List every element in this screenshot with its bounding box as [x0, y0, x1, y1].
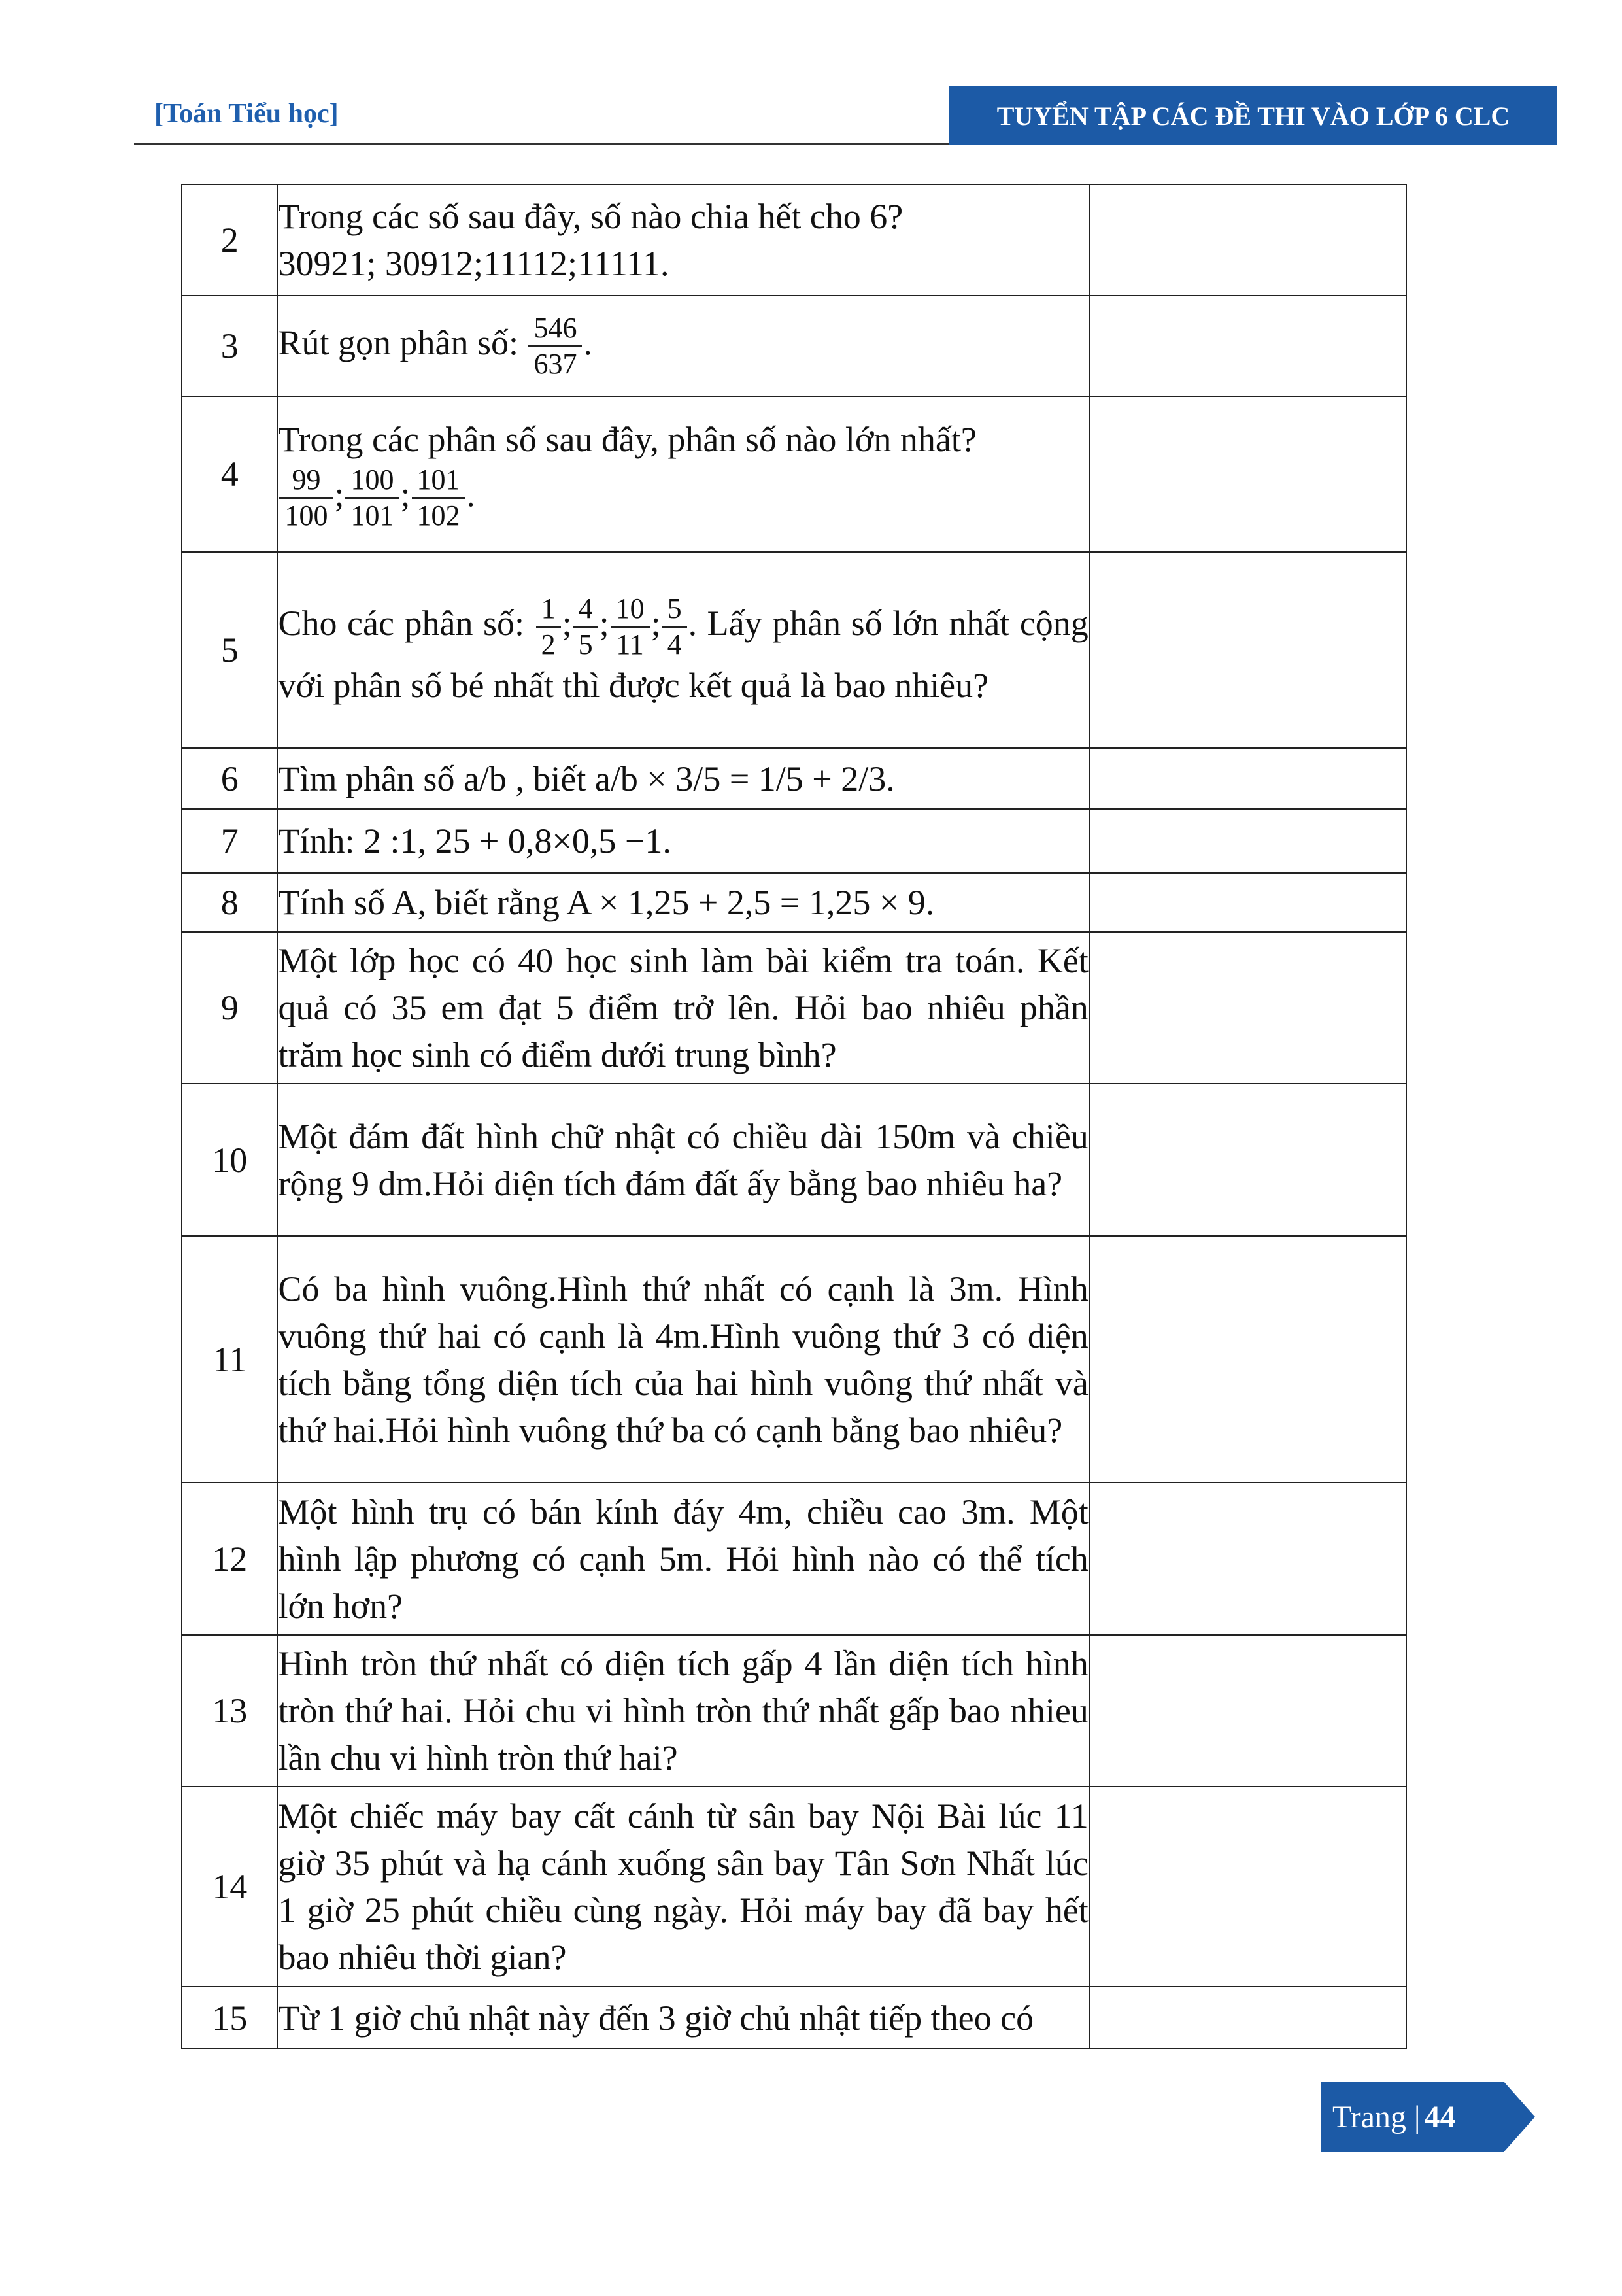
answer-cell[interactable] [1089, 932, 1406, 1084]
fraction-denominator: 4 [667, 628, 682, 660]
question-text [277, 552, 1089, 748]
answer-cell[interactable] [1089, 296, 1406, 396]
page-label: Trang | [1332, 2099, 1421, 2134]
fraction-numerator: 99 [279, 463, 333, 499]
answer-cell[interactable] [1089, 184, 1406, 296]
table-row [182, 1987, 1406, 2049]
fraction-separator: ; [562, 603, 572, 643]
fraction-denominator: 5 [578, 628, 593, 660]
fraction [528, 311, 582, 381]
table-row [182, 873, 1406, 932]
question-text [277, 1236, 1089, 1482]
fraction [345, 463, 399, 533]
answer-cell[interactable] [1089, 809, 1406, 873]
question-text [277, 1482, 1089, 1635]
question-line: Trong các phân số sau đây, phân số nào lớn nhất? [278, 419, 977, 459]
table-row [182, 932, 1406, 1084]
question-text [277, 873, 1089, 932]
table-row [182, 1635, 1406, 1787]
question-suffix: . [466, 474, 475, 514]
fraction [573, 592, 598, 662]
answer-cell[interactable] [1089, 873, 1406, 932]
question-line: Tính số A, biết rằng A × 1,25 + 2,5 = 1,25 × 9. [278, 883, 935, 922]
fraction [662, 592, 687, 662]
fraction-line [278, 592, 1088, 709]
question-number: 11 [182, 1236, 277, 1482]
page-badge-arrow [1504, 2082, 1535, 2152]
table-row [182, 748, 1406, 809]
table-row [182, 1787, 1406, 1987]
question-text [277, 809, 1089, 873]
fraction-separator: ; [400, 474, 411, 514]
question-prefix: Rút gọn phân số: [278, 322, 528, 362]
question-line: Tính: 2 :1, 25 + 0,8×0,5 −1. [278, 821, 671, 861]
answer-cell[interactable] [1089, 1236, 1406, 1482]
answer-cell[interactable] [1089, 1635, 1406, 1787]
question-text [277, 396, 1089, 552]
fraction-separator: ; [334, 474, 345, 514]
question-number: 2 [182, 184, 277, 296]
answer-cell[interactable] [1089, 1084, 1406, 1236]
question-line: Một hình trụ có bán kính đáy 4m, chiều cao 3m. Một hình lập phương có cạnh 5m. Hỏi hình nào có thể tích lớn hơn? [278, 1492, 1089, 1626]
question-line: Tìm phân số a/b , biết a/b × 3/5 = 1/5 + 2/3. [278, 759, 895, 798]
question-number: 14 [182, 1787, 277, 1987]
fraction [412, 463, 465, 533]
fraction-separator: ; [650, 603, 661, 643]
question-number: 5 [182, 552, 277, 748]
question-line: Một chiếc máy bay cất cánh từ sân bay Nội Bài lúc 11 giờ 35 phút và hạ cánh xuống sân bay Tân Sơn Nhất lúc 1 giờ 25 phút chiều cùng ngày. Hỏi máy bay đã bay hết bao nhiêu thời gian? [278, 1796, 1089, 1977]
question-text [277, 296, 1089, 396]
question-number: 9 [182, 932, 277, 1084]
question-suffix: . Lấy phân số lớn nhất cộng với phân số bé nhất thì được kết quả là bao nhiêu? [278, 603, 1089, 705]
answer-cell[interactable] [1089, 396, 1406, 552]
question-number: 13 [182, 1635, 277, 1787]
header-rule [134, 143, 1066, 145]
page-number-badge [1321, 2082, 1504, 2152]
header-subject: [Toán Tiểu học] [154, 99, 339, 129]
answer-cell[interactable] [1089, 552, 1406, 748]
fraction-numerator: 10 [611, 592, 650, 628]
fraction-separator: ; [599, 603, 609, 643]
answer-cell[interactable] [1089, 1787, 1406, 1987]
question-line: Một lớp học có 40 học sinh làm bài kiểm tra toán. Kết quả có 35 em đạt 5 điểm trở lên. Hỏi bao nhiêu phần trăm học sinh có điểm dưới trung bình? [278, 941, 1089, 1074]
question-text [277, 748, 1089, 809]
fraction-denominator: 2 [541, 628, 556, 660]
question-suffix: . [583, 322, 592, 362]
header-title-banner: TUYỂN TẬP CÁC ĐỀ THI VÀO LỚP 6 CLC [949, 86, 1557, 145]
fraction-numerator: 101 [412, 463, 465, 499]
question-text [277, 1987, 1089, 2049]
question-number: 12 [182, 1482, 277, 1635]
answer-cell[interactable] [1089, 1987, 1406, 2049]
fraction-denominator: 101 [350, 499, 394, 532]
question-line: Từ 1 giờ chủ nhật này đến 3 giờ chủ nhật tiếp theo có [278, 1998, 1034, 2038]
table-row [182, 184, 1406, 296]
question-number: 4 [182, 396, 277, 552]
question-number: 8 [182, 873, 277, 932]
question-line: Một đám đất hình chữ nhật có chiều dài 150m và chiều rộng 9 dm.Hỏi diện tích đám đất ấy bằng bao nhiêu ha? [278, 1116, 1089, 1203]
fraction-numerator: 100 [345, 463, 399, 499]
question-number: 10 [182, 1084, 277, 1236]
question-prefix: Cho các phân số: [278, 603, 535, 643]
fraction-line [278, 463, 1088, 533]
question-text [277, 932, 1089, 1084]
question-line: Có ba hình vuông.Hình thứ nhất có cạnh là 3m. Hình vuông thứ hai có cạnh là 4m.Hình vuông thứ 3 có diện tích bằng tổng diện tích của hai hình vuông thứ nhất và thứ hai.Hỏi hình vuông thứ ba có cạnh bằng bao nhiêu? [278, 1269, 1089, 1450]
table-row [182, 1084, 1406, 1236]
answer-cell[interactable] [1089, 1482, 1406, 1635]
question-text [277, 1084, 1089, 1236]
fraction-numerator: 4 [573, 592, 598, 628]
fraction [611, 592, 650, 662]
table-row [182, 1236, 1406, 1482]
question-table [181, 184, 1407, 2049]
question-line: 30921; 30912;11112;11111. [278, 244, 669, 283]
page-number: 44 [1424, 2099, 1456, 2134]
table-row [182, 809, 1406, 873]
question-number: 3 [182, 296, 277, 396]
question-number: 6 [182, 748, 277, 809]
table-row [182, 296, 1406, 396]
fraction [279, 463, 333, 533]
question-line: Trong các số sau đây, số nào chia hết cho 6? [278, 197, 904, 236]
table-row [182, 552, 1406, 748]
fraction-denominator: 637 [533, 347, 577, 380]
table-row [182, 1482, 1406, 1635]
fraction-denominator: 100 [284, 499, 328, 532]
question-number: 15 [182, 1987, 277, 2049]
question-number: 7 [182, 809, 277, 873]
fraction-line [278, 311, 1088, 381]
table-row [182, 396, 1406, 552]
fraction-numerator: 1 [536, 592, 561, 628]
answer-cell[interactable] [1089, 748, 1406, 809]
question-text [277, 1787, 1089, 1987]
fraction [536, 592, 561, 662]
question-text [277, 1635, 1089, 1787]
fraction-numerator: 5 [662, 592, 687, 628]
fraction-denominator: 102 [416, 499, 460, 532]
question-text [277, 184, 1089, 296]
fraction-numerator: 546 [528, 311, 582, 347]
fraction-denominator: 11 [616, 628, 644, 660]
question-line: Hình tròn thứ nhất có diện tích gấp 4 lần diện tích hình tròn thứ hai. Hỏi chu vi hình tròn thứ nhất gấp bao nhieu lần chu vi hình tròn thứ hai? [278, 1644, 1089, 1777]
